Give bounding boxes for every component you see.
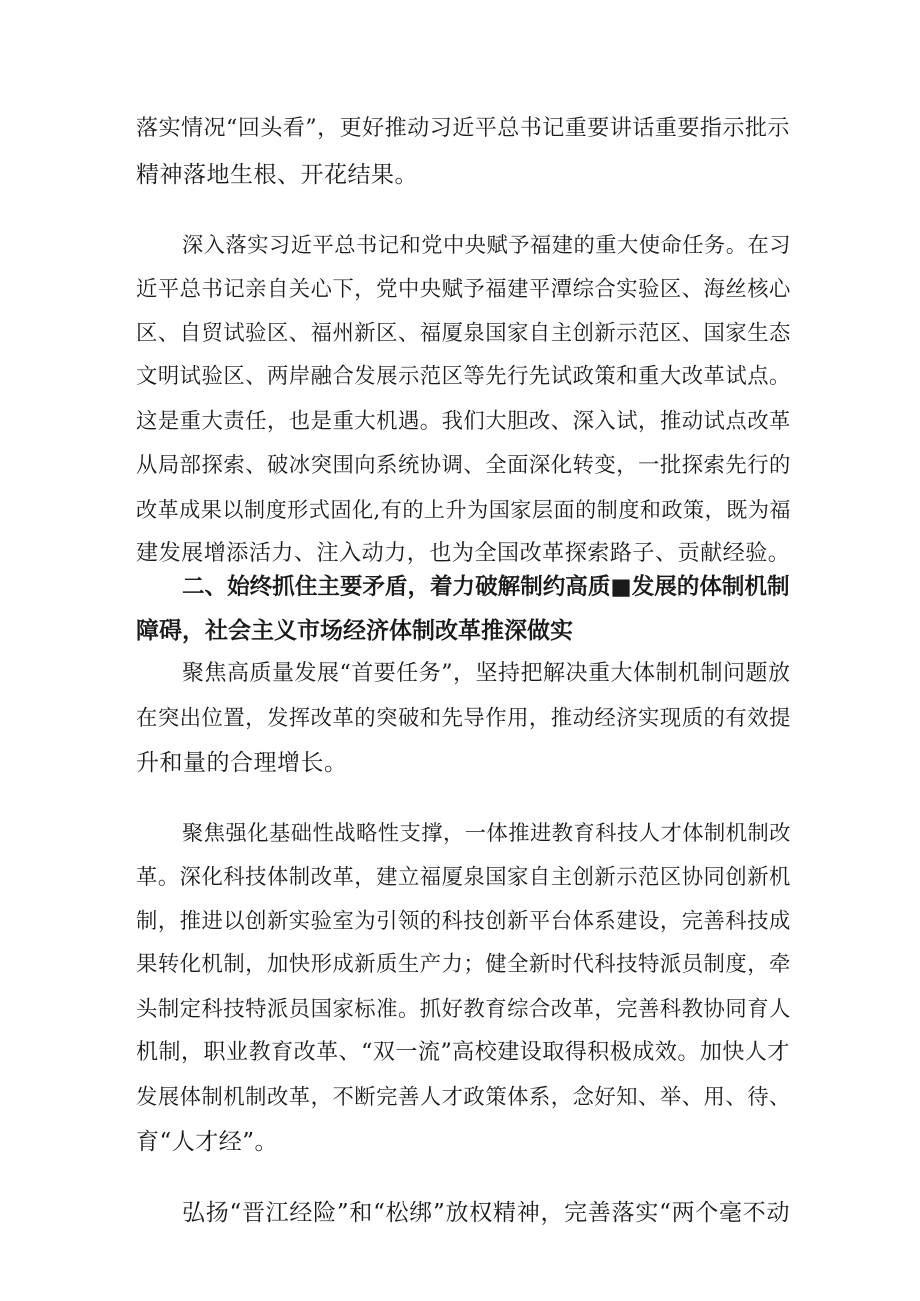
text: 聚焦高质量发展“首要任务”，坚持把解决重大体制机制问题放 <box>182 661 791 686</box>
heading-text: 障碍，社会主义市场经济体制改革推深做实 <box>136 618 573 644</box>
heading-text: 二、始终抓住主要矛盾，着力破解制约高质■发展的体制机制 <box>182 574 790 600</box>
text: 这是重大责任，也是重大机遇。我们大胆改、深入试，推动试点改革 <box>136 409 791 434</box>
body-text-line <box>0 1120 920 1164</box>
paragraph-first-line <box>0 224 920 268</box>
paragraph-first-line <box>0 1191 920 1235</box>
body-text-line <box>0 444 920 488</box>
body-text-line <box>0 943 920 987</box>
text: 区、自贸试验区、福州新区、福厦泉国家自主创新示范区、国家生态 <box>136 321 791 346</box>
text: 弘扬“晋江经险”和“松绑”放权精神，完善落实“两个毫不动 <box>182 1200 791 1226</box>
body-text-line <box>0 355 920 399</box>
text: 升和量的合理增长。 <box>136 750 348 776</box>
body-text-line <box>0 488 920 532</box>
text: 果转化机制，加快形成新质生产力；健全新时代科技特派员制度，牵 <box>136 952 791 977</box>
text: 落实情况“回头看”，更好推动习近平总书记重要讲话重要指示批示 <box>136 116 790 141</box>
text: 聚焦强化基础性战略性支撑，一体推进教育科技人才体制机制改 <box>182 821 792 846</box>
body-text-line <box>0 697 920 741</box>
text: 近平总书记亲自关心下，党中央赋予福建平潭综合实验区、海丝核心 <box>136 277 791 302</box>
text: 革。深化科技体制改革，建立福厦泉国家自主创新示范区协同创新机 <box>136 865 791 890</box>
body-text-line <box>0 268 920 312</box>
body-text-line <box>0 153 920 197</box>
body-text-line <box>0 741 920 785</box>
text: 制，推进以创新实验室为引领的科技创新平台体系建设，完善科技成 <box>136 909 791 934</box>
text: 头制定科技特派员国家标准。抓好教育综合改革，完善科教协同育人 <box>136 997 791 1022</box>
paragraph-first-line <box>0 812 920 856</box>
section-heading <box>0 609 920 653</box>
text: 机制，职业教育改革、“双一流”高校建设取得积极成效。加快人才 <box>136 1040 790 1065</box>
section-heading <box>0 565 920 609</box>
body-text-line <box>0 400 920 444</box>
text: 改革成果以制度形式固化,有的上升为国家层面的制度和政策，既为福 <box>136 497 792 522</box>
text: 精神落地生根、开花结果。 <box>136 162 418 188</box>
body-text-line <box>0 856 920 900</box>
body-text-line <box>0 107 920 151</box>
body-text-line <box>0 1031 920 1075</box>
body-text-line <box>0 988 920 1032</box>
text: 从局部探索、破冰突围向系统协调、全面深化转变，一批探索先行的 <box>136 453 791 478</box>
text: 发展体制机制改革，不断完善人才政策体系，念好知、举、用、待、 <box>136 1085 791 1110</box>
text: 育“人才经”。 <box>136 1129 279 1155</box>
body-text-line <box>0 900 920 944</box>
text: 文明试验区、两岸融合发展示范区等先行先试政策和重大改革试点。 <box>136 364 791 389</box>
body-text-line <box>0 312 920 356</box>
paragraph-first-line <box>0 652 920 696</box>
text: 深入落实习近平总书记和党中央赋予福建的重大使命任务。在习 <box>182 233 792 258</box>
text: 在突出位置，发挥改革的突破和先导作用，推动经济实现质的有效提 <box>136 706 791 731</box>
text: 建发展增添活力、注入动力，也为全国改革探索路子、贡献经验。 <box>136 541 791 566</box>
body-text-line <box>0 1076 920 1120</box>
